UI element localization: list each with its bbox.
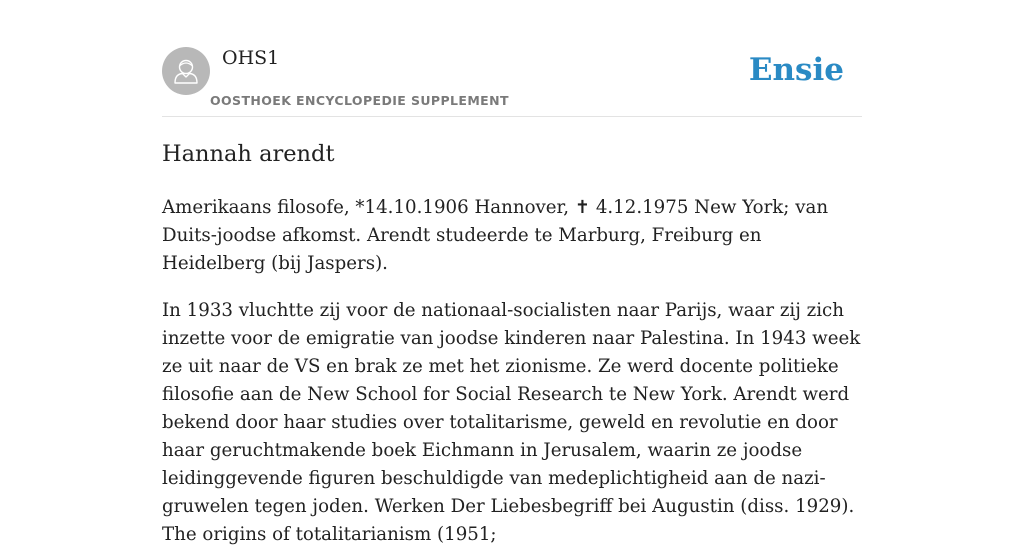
user-avatar-icon[interactable] bbox=[162, 47, 210, 95]
source-label[interactable]: OOSTHOEK ENCYCLOPEDIE SUPPLEMENT bbox=[210, 93, 509, 108]
article-title: Hannah arendt bbox=[162, 141, 335, 167]
article bbox=[162, 138, 862, 549]
header bbox=[162, 0, 862, 117]
article-paragraph: Amerikaans filosofe, *14.10.1906 Hannover, ✝ 4.12.1975 New York; van Duits-joodse afkomst. Arendt studeerde te Marburg, Freiburg en Heidelberg (bij Jaspers). bbox=[162, 197, 829, 274]
article-paragraph: In 1933 vluchtte zij voor de nationaal-socialisten naar Parijs, waar zij zich inzette voor de emigratie van joodse kinderen naar Palestina. In 1943 week ze uit naar de VS en brak ze met het zionisme. Ze werd docente politieke filosofie aan de New School for Social Research te New York. Arendt werd bekend door haar studies over totalitarisme, geweld en revolutie en door haar geruchtmakende boek Eichmann in Jerusalem, waarin ze joodse leidinggevende figuren beschuldigde van medeplichtigheid aan de nazi-gruwelen tegen joden. Werken Der Liebesbegriff bei Augustin (diss. 1929). The origins of totalitarianism (1951; bbox=[162, 300, 861, 545]
author-name[interactable]: OHS1 bbox=[222, 47, 280, 69]
brand-logo[interactable]: Ensie bbox=[748, 52, 844, 88]
